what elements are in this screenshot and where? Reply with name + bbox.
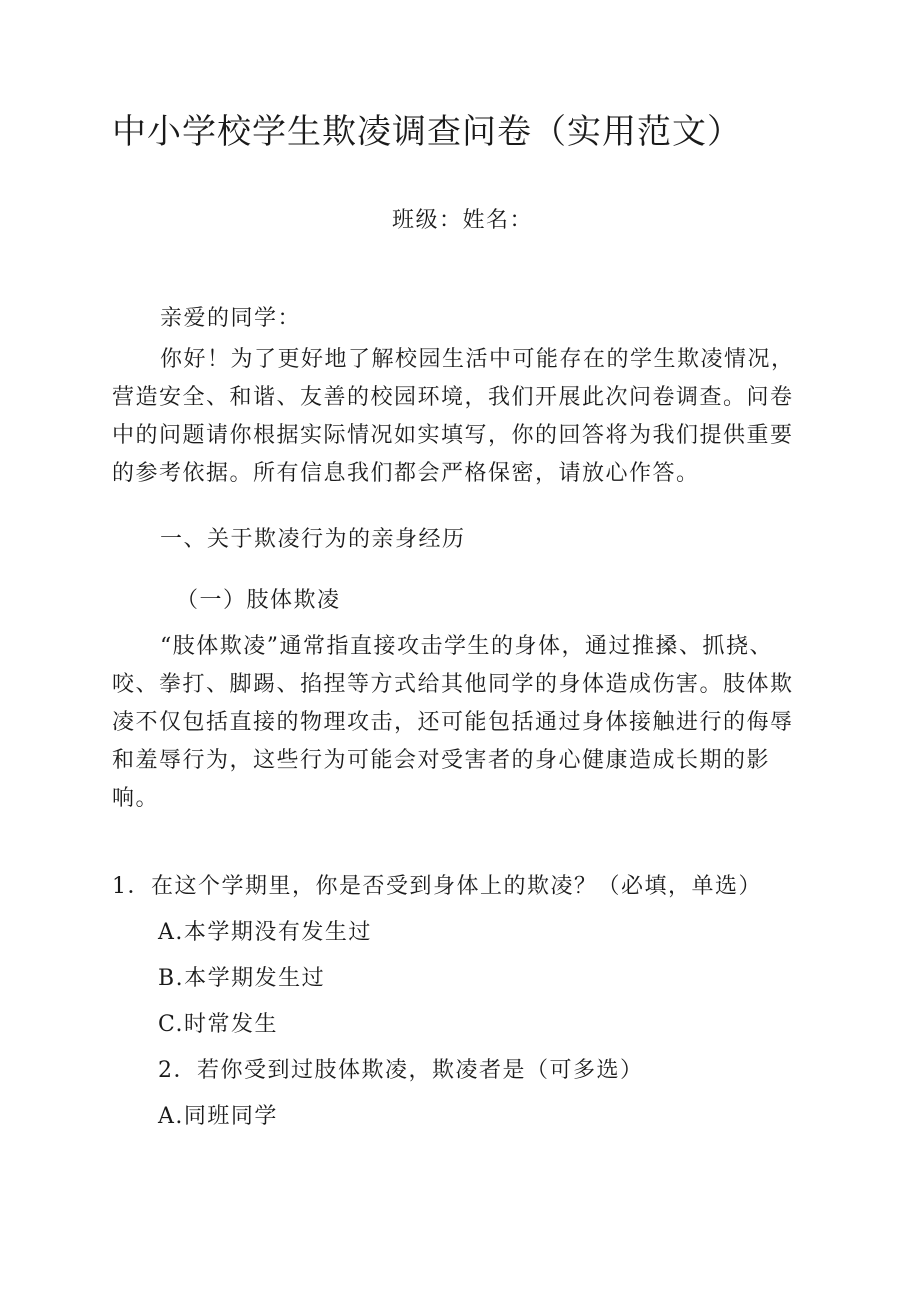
question-1-text: 1．在这个学期里，你是否受到身体上的欺凌？（必填，单选） [112, 874, 762, 899]
intro-text: 你好！为了更好地了解校园生活中可能存在的学生欺凌情况，营造安全、和谐、友善的校园环境，我们开展此次问卷调查。问卷中的问题请你根据实际情况如实填写，你的回答将为我们提供重要的参考依据。所有信息我们都会严格保密，请放心作答。 [112, 347, 795, 486]
question-1 [112, 830, 802, 906]
greeting: 亲爱的同学： [160, 306, 302, 331]
question-2-option-a[interactable]: A.同班同学 [158, 1104, 278, 1129]
question-2-text: 2．若你受到过肢体欺凌，欺凌者是（可多选） [158, 1058, 644, 1083]
section-heading: 一、关于欺凌行为的亲身经历 [160, 527, 466, 552]
document-title: 中小学校学生欺凌调查问卷（实用范文） [112, 112, 742, 152]
description-text: “肢体欺凌”通常指直接攻击学生的身体，通过推搡、抓挠、咬、拳打、脚踢、掐捏等方式给其他同学的身体造成伤害。肢体欺凌不仅包括直接的物理攻击，还可能包括通过身体接触进行的侮辱和羞辱行为，这些行为可能会对受害者的身心健康造成长期的影响。 [112, 634, 794, 811]
question-1-option-c[interactable]: C.时常发生 [158, 1012, 279, 1037]
intro-paragraph [112, 341, 802, 493]
question-1-option-b[interactable]: B.本学期发生过 [158, 966, 326, 991]
physical-bullying-description [112, 628, 802, 818]
class-name-line: 班级：姓名： [392, 208, 534, 233]
question-1-option-a[interactable]: A.本学期没有发生过 [158, 920, 372, 945]
subsection-heading: （一）肢体欺凌 [176, 588, 341, 613]
